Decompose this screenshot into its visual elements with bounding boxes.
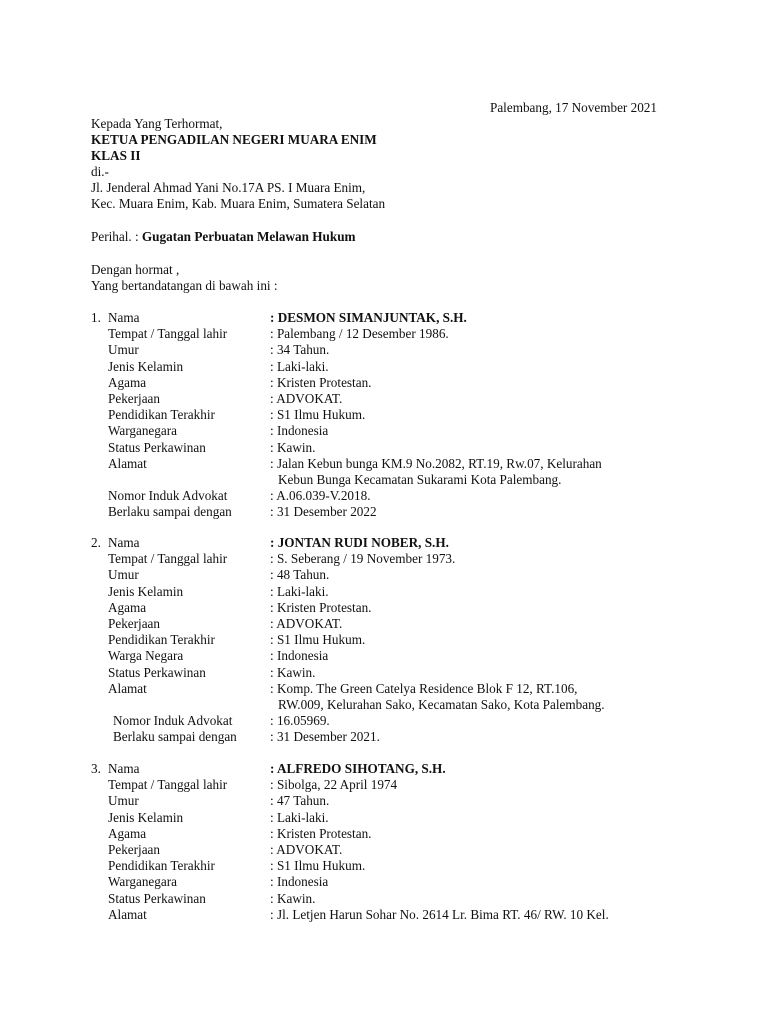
field-label: Nama [108,310,140,325]
field-label: Nama [108,761,140,776]
field-value: : Jalan Kebun bunga KM.9 No.2082, RT.19, Rw.07, Kelurahan [270,456,602,471]
field-label: Tempat / Tanggal lahir [108,551,228,566]
field-label: Nama [108,535,140,550]
field-value: : Kawin. [270,665,316,680]
field-label: Status Perkawinan [108,891,206,906]
field-value: Kebun Bunga Kecamatan Sukarami Kota Palembang. [278,472,562,487]
field-label: Pekerjaan [108,616,160,631]
person-name: : DESMON SIMANJUNTAK, S.H. [270,310,467,325]
subject-line [91,229,356,245]
field-label: Berlaku sampai dengan [108,504,232,519]
recipient-di: di.- [91,164,109,179]
field-value: : Kristen Protestan. [270,375,372,390]
field-label: Jenis Kelamin [108,359,184,374]
field-value: : S1 Ilmu Hukum. [270,858,366,873]
field-value: : Laki-laki. [270,359,329,374]
field-label: Alamat [108,456,147,471]
field-value: : Komp. The Green Catelya Residence Blok F 12, RT.106, [270,681,578,696]
field-value: : 16.05969. [270,713,330,728]
field-value: : Laki-laki. [270,810,329,825]
field-label: Warganegara [108,423,177,438]
recipient-title-line2: KLAS II [91,148,141,163]
person-name: : JONTAN RUDI NOBER, S.H. [270,535,449,550]
field-value: : A.06.039-V.2018. [270,488,371,503]
place-date: Palembang, 17 November 2021 [489,100,657,115]
field-value: : Kristen Protestan. [270,600,372,615]
field-value: : 47 Tahun. [270,793,330,808]
greeting: Dengan hormat , [91,262,180,277]
field-label: Pendidikan Terakhir [108,858,215,873]
subject-label: Perihal. : [91,229,142,244]
field-label: Pendidikan Terakhir [108,632,215,647]
field-value: : Indonesia [270,648,329,663]
person-number: 3. [91,761,101,776]
person-name: : ALFREDO SIHOTANG, S.H. [270,761,446,776]
recipient-title-line1: KETUA PENGADILAN NEGERI MUARA ENIM [91,132,377,147]
field-value: : S1 Ilmu Hukum. [270,632,366,647]
field-label: Nomor Induk Advokat [113,713,233,728]
field-value: : ADVOKAT. [270,616,343,631]
field-label: Alamat [108,907,147,922]
field-value: : Kawin. [270,891,316,906]
field-label: Agama [108,600,147,615]
field-label: Umur [108,567,139,582]
field-value: : Sibolga, 22 April 1974 [270,777,398,792]
field-label: Warganegara [108,874,177,889]
field-label: Umur [108,793,139,808]
field-value: : Jl. Letjen Harun Sohar No. 2614 Lr. Bima RT. 46/ RW. 10 Kel. [270,907,609,922]
field-value: : Indonesia [270,423,329,438]
field-label: Berlaku sampai dengan [113,729,237,744]
field-label: Jenis Kelamin [108,584,184,599]
field-label: Alamat [108,681,147,696]
field-value: : Laki-laki. [270,584,329,599]
field-value: : ADVOKAT. [270,391,343,406]
intro: Yang bertandatangan di bawah ini : [91,278,278,293]
person-number: 2. [91,535,101,550]
field-label: Warga Negara [108,648,184,663]
field-label: Pekerjaan [108,842,160,857]
field-value: : 31 Desember 2021. [270,729,380,744]
field-value: : 31 Desember 2022 [270,504,377,519]
field-label: Tempat / Tanggal lahir [108,777,228,792]
field-value: : ADVOKAT. [270,842,343,857]
field-value: : S1 Ilmu Hukum. [270,407,366,422]
field-value: : Kawin. [270,440,316,455]
field-value: : 48 Tahun. [270,567,330,582]
field-label: Status Perkawinan [108,665,206,680]
field-value: : Indonesia [270,874,329,889]
person-number: 1. [91,310,101,325]
field-value: : S. Seberang / 19 November 1973. [270,551,456,566]
field-label: Pekerjaan [108,391,160,406]
field-label: Agama [108,375,147,390]
field-value: RW.009, Kelurahan Sako, Kecamatan Sako, Kota Palembang. [278,697,605,712]
field-label: Agama [108,826,147,841]
field-value: : Palembang / 12 Desember 1986. [270,326,449,341]
recipient-salutation: Kepada Yang Terhormat, [91,116,223,131]
field-label: Nomor Induk Advokat [108,488,228,503]
subject-text: Gugatan Perbuatan Melawan Hukum [141,229,356,244]
recipient-address-line2: Kec. Muara Enim, Kab. Muara Enim, Sumatera Selatan [91,196,386,211]
field-value: : 34 Tahun. [270,342,330,357]
field-label: Jenis Kelamin [108,810,184,825]
field-label: Pendidikan Terakhir [108,407,215,422]
recipient-address-line1: Jl. Jenderal Ahmad Yani No.17A PS. I Muara Enim, [91,180,366,195]
field-label: Umur [108,342,139,357]
field-label: Status Perkawinan [108,440,206,455]
field-label: Tempat / Tanggal lahir [108,326,228,341]
field-value: : Kristen Protestan. [270,826,372,841]
